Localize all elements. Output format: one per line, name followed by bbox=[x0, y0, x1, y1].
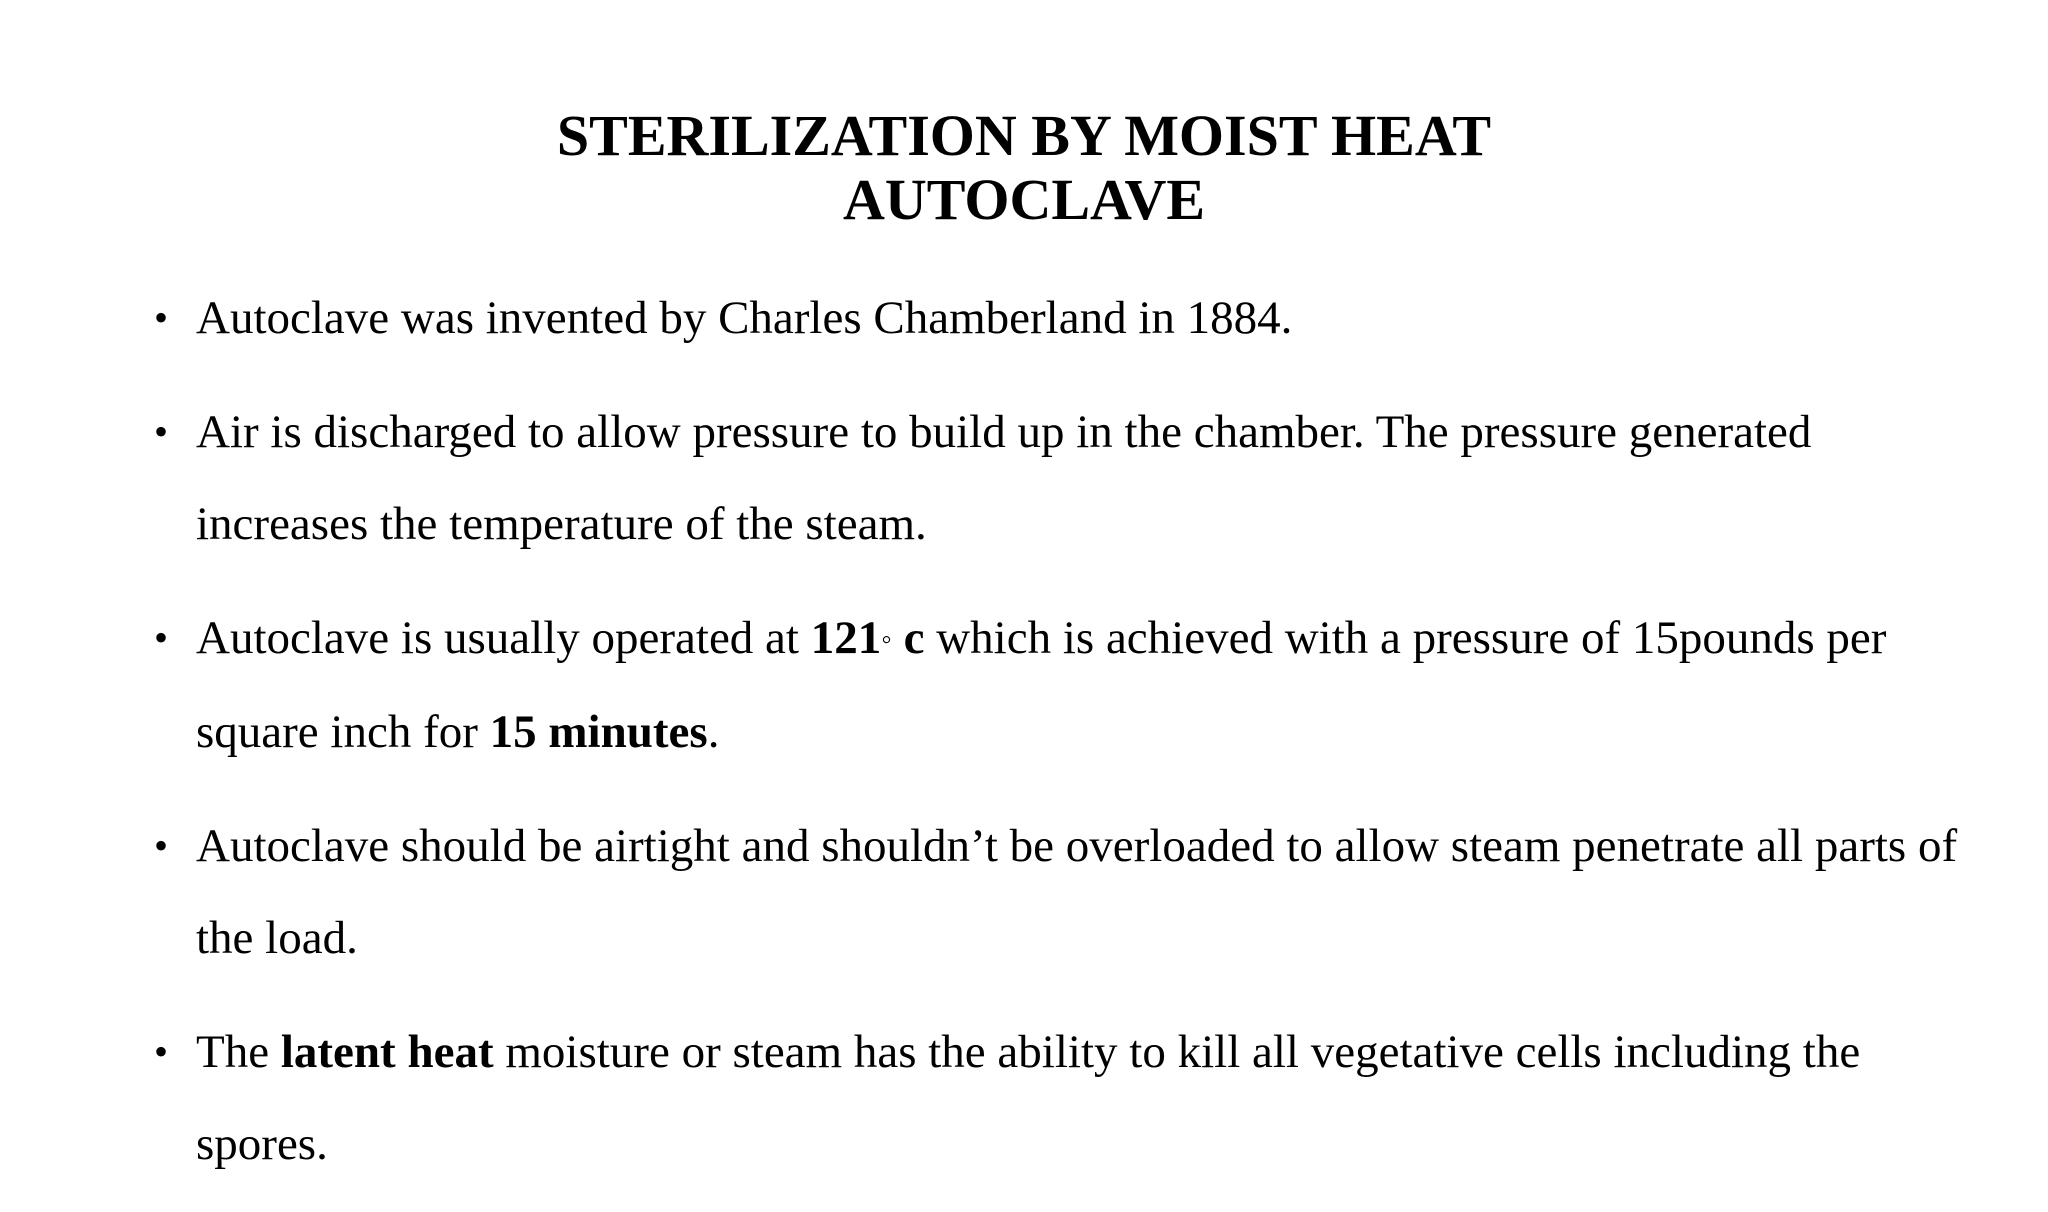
bullet-text-part: which is achieved with a pressure of 15pounds per square inch for bbox=[196, 612, 1887, 758]
bullet-text: Air is discharged to allow pressure to build up in the chamber. The pressure generated increases the temperature of the steam. bbox=[196, 406, 1812, 550]
slide-title bbox=[0, 104, 2048, 232]
bullet-text-part: Autoclave is usually operated at bbox=[196, 612, 811, 664]
bullet-text-part: . bbox=[707, 706, 720, 758]
title-line-2: AUTOCLAVE bbox=[842, 167, 1206, 232]
temperature-unit: c bbox=[891, 612, 925, 664]
bullet-text: Autoclave should be airtight and shouldn’t be overloaded to allow steam penetrate all parts of the load. bbox=[196, 820, 1958, 964]
bullet-item-latent-heat bbox=[140, 1006, 1980, 1190]
latent-heat-term: latent heat bbox=[280, 1026, 494, 1078]
bullet-text-part: moisture or steam has the ability to kill all vegetative cells including the spores. bbox=[196, 1026, 1861, 1170]
bullet-icon: • bbox=[154, 615, 169, 660]
bullet-icon: • bbox=[154, 295, 169, 340]
bullet-icon: • bbox=[154, 1029, 169, 1074]
temperature-value: 121 bbox=[810, 612, 882, 664]
degree-symbol: ◦ bbox=[881, 623, 892, 656]
bullet-item-pressure bbox=[140, 386, 1980, 570]
bullet-text-part: The bbox=[196, 1026, 281, 1078]
bullet-item-operating-conditions bbox=[140, 592, 1980, 778]
bullet-icon: • bbox=[154, 409, 169, 454]
title-line-1: STERILIZATION BY MOIST HEAT bbox=[556, 103, 1492, 168]
bullet-list bbox=[140, 272, 1980, 1212]
bullet-item-inventor bbox=[140, 272, 1980, 364]
duration-value: 15 minutes bbox=[489, 706, 708, 758]
bullet-text: Autoclave was invented by Charles Chamberland in 1884. bbox=[196, 292, 1293, 344]
bullet-icon: • bbox=[154, 823, 169, 868]
bullet-item-airtight bbox=[140, 800, 1980, 984]
